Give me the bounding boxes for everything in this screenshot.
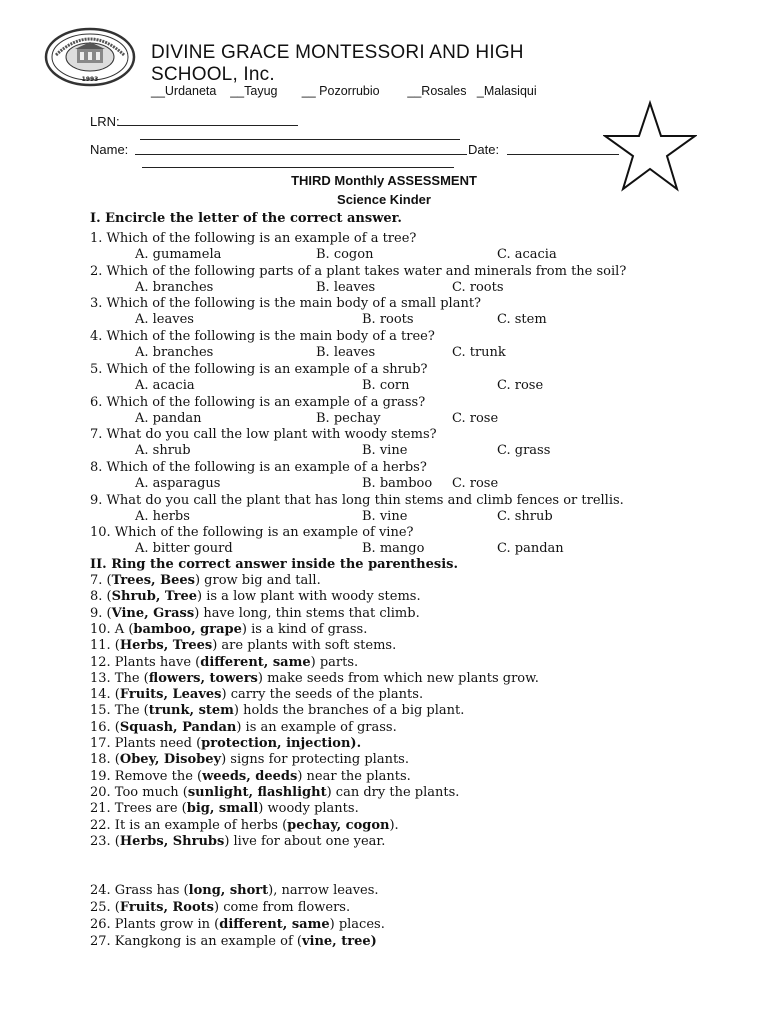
- question-10-option-c[interactable]: C. pandan: [497, 541, 564, 557]
- date-line[interactable]: [507, 154, 619, 155]
- question-3: 3. Which of the following is the main body of a small plant?: [90, 296, 482, 312]
- part2-item: 18. (Obey, Disobey) signs for protecting plants.: [90, 752, 409, 768]
- question-2: 2. Which of the following parts of a plant takes water and minerals from the soil?: [90, 263, 627, 279]
- answer-choices[interactable]: Obey, Disobey: [119, 752, 222, 768]
- svg-text:1993: 1993: [81, 76, 99, 83]
- question-8-option-c[interactable]: C. rose: [452, 475, 499, 491]
- answer-choices[interactable]: Shrub, Tree: [111, 589, 198, 605]
- part2-item: 9. (Vine, Grass) have long, thin stems that climb.: [90, 605, 420, 621]
- question-9-option-a[interactable]: A. herbs: [135, 508, 190, 524]
- school-logo: [44, 27, 136, 87]
- part2-item: 17. Plants need (protection, injection).: [90, 736, 362, 751]
- part2-item: 12. Plants have (different, same) parts.: [90, 654, 359, 670]
- name-label: Name:: [90, 142, 129, 157]
- part2-item: 7. (Trees, Bees) grow big and tall.: [90, 573, 321, 588]
- question-7-option-a[interactable]: A. shrub: [135, 443, 191, 459]
- question-3-option-b[interactable]: B. roots: [362, 312, 414, 328]
- part2-item: 24. Grass has (long, short), narrow leaves.: [90, 883, 379, 898]
- part2-item: 8. (Shrub, Tree) is a low plant with woody stems.: [90, 589, 421, 605]
- answer-choices[interactable]: sunlight, flashlight: [187, 784, 327, 800]
- question-2-option-c[interactable]: C. roots: [452, 279, 504, 295]
- question-8-option-b[interactable]: B. bamboo: [362, 475, 433, 491]
- question-4-option-a[interactable]: A. branches: [135, 345, 214, 361]
- answer-choices[interactable]: different, same: [219, 917, 330, 932]
- part2-item: 27. Kangkong is an example of (vine, tree): [90, 934, 377, 949]
- school-name-line1: DIVINE GRACE MONTESSORI AND HIGH: [151, 42, 524, 63]
- part2-item: 23. (Herbs, Shrubs) live for about one year.: [90, 833, 386, 849]
- answer-choices[interactable]: protection, injection).: [201, 736, 362, 751]
- question-2-option-b[interactable]: B. leaves: [316, 279, 376, 295]
- answer-choices[interactable]: long, short: [188, 883, 269, 898]
- part2-item: 11. (Herbs, Trees) are plants with soft stems.: [90, 638, 397, 654]
- assessment-title: THIRD Monthly ASSESSMENT: [291, 173, 477, 188]
- question-4-option-b[interactable]: B. leaves: [316, 345, 376, 361]
- part2-item: 13. The (flowers, towers) make seeds from which new plants grow.: [90, 670, 539, 686]
- part2-item: 25. (Fruits, Roots) come from flowers.: [90, 900, 351, 915]
- question-8: 8. Which of the following is an example of a herbs?: [90, 459, 427, 475]
- question-10: 10. Which of the following is an example of vine?: [90, 525, 414, 541]
- question-9-option-c[interactable]: C. shrub: [497, 508, 553, 524]
- answer-choices[interactable]: Vine, Grass: [111, 605, 195, 621]
- answer-choices[interactable]: Herbs, Shrubs: [119, 833, 225, 849]
- question-9: 9. What do you call the plant that has long thin stems and climb fences or trellis.: [90, 492, 624, 508]
- lrn-label: LRN:: [90, 114, 120, 129]
- question-10-option-b[interactable]: B. mango: [362, 541, 425, 557]
- part2-item: 26. Plants grow in (different, same) places.: [90, 917, 385, 932]
- branch-options: __Urdaneta __Tayug __ Pozorrubio __Rosales _Malasiqui: [151, 84, 537, 98]
- answer-choices[interactable]: trunk, stem: [148, 703, 234, 719]
- part2-item: 20. Too much (sunlight, flashlight) can dry the plants.: [90, 784, 460, 800]
- answer-choices[interactable]: Fruits, Leaves: [119, 687, 222, 703]
- part2-item: 19. Remove the (weeds, deeds) near the plants.: [90, 768, 411, 784]
- date-label: Date:: [468, 142, 500, 157]
- lrn-line[interactable]: [118, 125, 298, 126]
- part2-item: 16. (Squash, Pandan) is an example of grass.: [90, 719, 397, 735]
- answer-choices[interactable]: Fruits, Roots: [119, 900, 214, 915]
- answer-choices[interactable]: pechay, cogon: [287, 817, 390, 833]
- answer-choices[interactable]: Squash, Pandan: [119, 719, 237, 735]
- question-6-option-b[interactable]: B. pechay: [316, 410, 381, 426]
- question-5-option-b[interactable]: B. corn: [362, 377, 410, 393]
- question-10-option-a[interactable]: A. bitter gourd: [135, 541, 233, 557]
- question-1-option-b[interactable]: B. cogon: [316, 247, 374, 262]
- subject-title: Science Kinder: [337, 192, 431, 207]
- part2-item: 10. A (bamboo, grape) is a kind of grass.: [90, 621, 368, 637]
- part1-instruction: I. Encircle the letter of the correct answer.: [90, 211, 402, 226]
- question-7: 7. What do you call the low plant with woody stems?: [90, 427, 437, 443]
- question-7-option-b[interactable]: B. vine: [362, 443, 408, 459]
- question-4: 4. Which of the following is the main body of a tree?: [90, 329, 435, 345]
- part2-item: 15. The (trunk, stem) holds the branches of a big plant.: [90, 703, 465, 719]
- question-2-option-a[interactable]: A. branches: [135, 279, 214, 295]
- question-5: 5. Which of the following is an example of a shrub?: [90, 361, 428, 377]
- answer-choices[interactable]: flowers, towers: [148, 670, 258, 686]
- name-extra-line: [142, 167, 454, 168]
- question-1-option-a[interactable]: A. gumamela: [135, 247, 222, 262]
- lrn-extra-line: [140, 139, 460, 140]
- question-1: 1. Which of the following is an example of a tree?: [90, 231, 417, 246]
- question-5-option-c[interactable]: C. rose: [497, 377, 544, 393]
- question-1-option-c[interactable]: C. acacia: [497, 247, 557, 262]
- question-5-option-a[interactable]: A. acacia: [135, 377, 195, 393]
- question-3-option-a[interactable]: A. leaves: [135, 312, 194, 328]
- question-9-option-b[interactable]: B. vine: [362, 508, 408, 524]
- part2-item: 14. (Fruits, Leaves) carry the seeds of the plants.: [90, 687, 424, 703]
- answer-choices[interactable]: Trees, Bees: [111, 573, 195, 588]
- question-3-option-c[interactable]: C. stem: [497, 312, 547, 328]
- question-6-option-c[interactable]: C. rose: [452, 410, 499, 426]
- answer-choices[interactable]: different, same: [200, 654, 311, 670]
- answer-choices[interactable]: weeds, deeds: [202, 768, 298, 784]
- question-6: 6. Which of the following is an example of a grass?: [90, 394, 426, 410]
- part2-instruction: II. Ring the correct answer inside the parenthesis.: [90, 557, 459, 572]
- question-4-option-c[interactable]: C. trunk: [452, 345, 506, 361]
- answer-choices[interactable]: vine, tree): [301, 934, 377, 949]
- part2-item: 22. It is an example of herbs (pechay, cogon).: [90, 817, 399, 833]
- school-name-line2: SCHOOL, Inc.: [151, 64, 275, 85]
- answer-choices[interactable]: Herbs, Trees: [119, 638, 213, 654]
- name-line[interactable]: [135, 154, 467, 155]
- answer-choices[interactable]: bamboo, grape: [133, 621, 242, 637]
- school-name: [151, 42, 524, 86]
- answer-choices[interactable]: big, small: [186, 801, 259, 817]
- question-7-option-c[interactable]: C. grass: [497, 443, 551, 459]
- question-8-option-a[interactable]: A. asparagus: [135, 475, 221, 491]
- part2-item: 21. Trees are (big, small) woody plants.: [90, 801, 359, 817]
- question-6-option-a[interactable]: A. pandan: [135, 410, 202, 426]
